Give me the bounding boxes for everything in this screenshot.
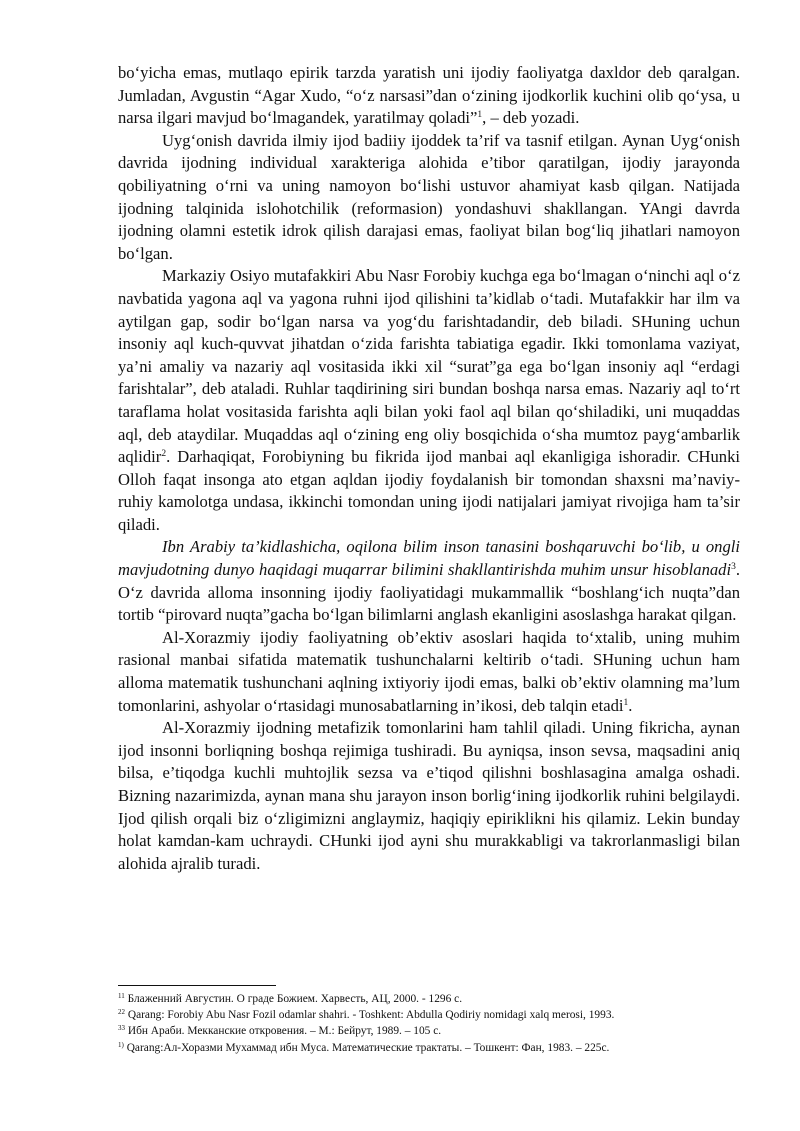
footnote-text: Qarang: Forobiy Abu Nasr Fozil odamlar shahri. - Toshkent: Abdulla Qodiriy nomidagi xalq merosi, 1993. [125,1009,615,1022]
paragraph-text: , – deb yozadi. [482,108,580,128]
paragraph-3 [118,265,740,536]
footnote [118,991,758,1007]
footnote [118,1023,758,1039]
footnote-text: Блаженний Августин. О граде Божием. Харвесть, АЦ, 2000. - 1296 с. [124,993,463,1005]
footnote-ref: 3 [731,562,736,573]
footnote-mark: 33 [118,1024,125,1033]
footnote-text: Ибн Араби. Мекканские откровения. – М.: Бейрут, 1989. – 105 с. [125,1025,442,1038]
paragraph-text: Uyg‘onish davrida ilmiy ijod badiiy ijoddek ta’rif va tasnif etilgan. Aynan Uyg‘onish davrida ijodning individual xarakteriga alohida e’tibor qaratilgan, ijodiy jarayonda qobiliyatning o‘rni va uning namoyon bo‘lishi ustuvor ahamiyat kasb qilgan. Natijada ijodning talqinida islohotchilik (reformasion) yondashuvi shakllangan. YAngi davrda ijodning olamni estetik idrok qilish darajasi emas, faoliyat bilan bog‘liq jihatlari namoyon bo‘lgan. [118,130,740,263]
paragraph-1 [118,62,740,130]
footnote [118,1007,758,1023]
footnote-mark: 22 [118,1008,125,1017]
paragraph-text: . [628,695,633,715]
paragraph-2 [118,130,740,266]
footnote-mark: 1) [118,1040,124,1049]
footnote-separator [118,985,276,986]
document-body [118,62,740,875]
footnote-text: Qarang:Ал-Хоразми Мухаммад ибн Муса. Математические трактаты. – Тошкент: Фан, 1983. – 225с. [123,1041,610,1054]
italic-quote: Ibn Arabiy ta’kidlashicha, oqilona bilim inson tanasini boshqaruvchi bo‘lib, u ongli mavjudotning dunyo haqidagi muqarrar bilimini shakllantirishda muhim unsur hisoblanadi [118,537,740,580]
paragraph-text: bo‘yicha emas, mutlaqo epirik tarzda yaratish uni ijodiy faoliyatga daxldor deb qaralgan. Jumladan, Avgustin “Agar Xudo, “o‘z narsasi”dan o‘zining ijodkorlik kuchini olib qo‘ysa, u narsa ilgari mavjud bo‘lmagandek, yaratilmay qoladi” [118,63,740,128]
footnote-ref: 1 [623,697,629,708]
paragraph-text: Markaziy Osiyo mutafakkiri Abu Nasr Forobiy kuchga ega bo‘lmagan o‘ninchi aql o‘z navbatida yagona aql va yagona ruhni ijod qilishini ta’kidlab o‘tadi. Mutafakkir har ilm va aytilgan gap, sodir bo‘lgan narsa va yog‘du farishtadandir, deb biladi. SHuning uchun insoniy aql kuch-quvvat jihatdan o‘zida farishta tabiatiga egadir. Ikki tomonlama vaziyat, ya’ni amaliy va nazariy aql vositasida ikki xil “surat”ga ega bo‘lgan insoniy aql “erdagi farishtalar”, deb ataladi. Ruhlar taqdirining siri bundan boshqa narsa emas. Nazariy aql to‘rt taraflama holat vositasida farishta aqli bilan yoki faol aql bilan qo‘shiladiki, uni muqaddas aql, deb ataydilar. Muqaddas aql o‘zining eng oliy bosqichida o‘sha mumtoz payg‘ambarlik aqlidir [118,266,740,467]
paragraph-text: . Darhaqiqat, Forobiyning bu fikrida ijod manbai aql ekanligiga ishoradir. CHunki Olloh faqat insonga ato etgan aqldan ijodiy foydalanish bir tomondan shaxsni ma’naviy-ruhiy kamolotga undasa, ikkinchi tomondan uning ijodi natijalari jamiyat rivojiga ham ta’sir qiladi. [118,447,740,534]
footnote-ref: 1 [477,110,483,121]
footnotes [118,991,758,1056]
paragraph-6 [118,717,740,875]
footnote-mark: 11 [118,992,125,1000]
paragraph-text: Al-Xorazmiy ijodning metafizik tomonlarini ham tahlil qiladi. Uning fikricha, aynan ijod insonni borliqning boshqa rejimiga tushiradi. Bu ayniqsa, inson sevsa, maqsadini aniq bilsa, e’tiqodga kuchli muhtojlik sezsa va e’tiqod qilishni boshlasagina amalga oshadi. Bizning nazarimizda, aynan mana shu jarayon inson borlig‘ining ijodkorlik ruhini belgilaydi. Ijod qilish orqali biz o‘zligimizni anglaymiz, haqiqiy epiriklikni his qilamiz. Lekin bunday holat kamdan-kam uchraydi. CHunki ijod ayni shu murakkabligi va takrorlanmasligi bilan alohida ajralib turadi. [118,718,740,873]
paragraph-5 [118,627,740,717]
paragraph-4 [118,536,740,626]
footnote [118,1040,758,1056]
paragraph-text: Al-Xorazmiy ijodiy faoliyatning ob’ektiv asoslari haqida to‘xtalib, uning muhim rasional manbai sifatida matematik tushunchalarni keltirib o‘tadi. SHuning uchun ham alloma matematik tushunchani aqlning ixtiyoriy ijodi emas, balki ob’ektiv olamning ma’lum tomonlarini, ashyolar o‘rtasidagi munosabatlarning in’ikosi, deb talqin etadi [118,627,740,715]
paragraph-text: . O‘z davrida alloma insonning ijodiy faoliyatidagi mukammallik “boshlang‘ich nuqta”dan tortib “pirovard nuqta”gacha bo‘lgan bilimlarni anglash ekanligini asoslashga harakat qilgan. [118,560,740,625]
footnote-ref: 2 [161,449,167,460]
